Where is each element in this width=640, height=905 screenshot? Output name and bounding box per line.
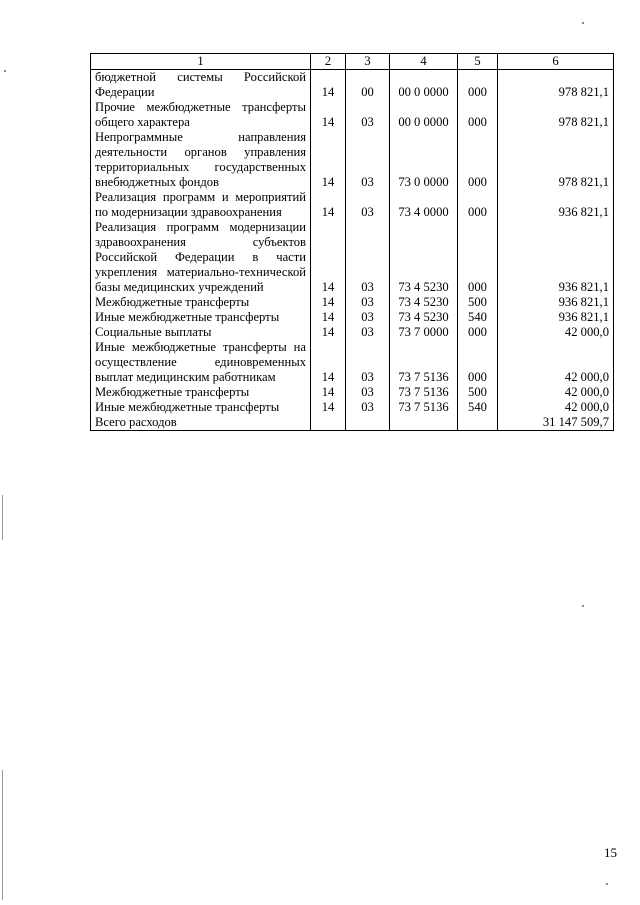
row-target-code: 73 7 5136 xyxy=(390,340,458,385)
row-name: Прочие межбюджетные трансферты общего характера xyxy=(91,100,311,130)
row-expense-type: 500 xyxy=(458,295,498,310)
row-expense-type: 000 xyxy=(458,100,498,130)
row-section: 14 xyxy=(311,400,346,415)
table-row xyxy=(91,220,614,295)
table-row xyxy=(91,100,614,130)
row-target-code: 73 4 5230 xyxy=(390,310,458,325)
row-subsection: 03 xyxy=(346,385,390,400)
budget-table xyxy=(90,53,614,431)
row-expense-type: 000 xyxy=(458,340,498,385)
scan-artifact-dot xyxy=(4,70,6,72)
row-target-code: 73 0 0000 xyxy=(390,130,458,190)
scan-artifact-dot xyxy=(582,605,584,607)
row-section: 14 xyxy=(311,190,346,220)
row-subsection: 03 xyxy=(346,220,390,295)
row-target-code: 73 4 0000 xyxy=(390,190,458,220)
row-expense-type: 540 xyxy=(458,310,498,325)
row-section: 14 xyxy=(311,130,346,190)
row-section: 14 xyxy=(311,340,346,385)
row-target-code: 00 0 0000 xyxy=(390,100,458,130)
table-header-row xyxy=(91,54,614,70)
table-row-total xyxy=(91,415,614,431)
header-col-2: 2 xyxy=(311,54,346,70)
row-subsection: 03 xyxy=(346,130,390,190)
row-expense-type: 000 xyxy=(458,325,498,340)
row-amount: 42 000,0 xyxy=(498,385,614,400)
row-subsection: 03 xyxy=(346,295,390,310)
row-subsection: 00 xyxy=(346,70,390,101)
row-section: 14 xyxy=(311,295,346,310)
row-target-code: 73 4 5230 xyxy=(390,220,458,295)
row-name: Иные межбюджетные трансферты xyxy=(91,310,311,325)
row-amount: 42 000,0 xyxy=(498,325,614,340)
row-expense-type xyxy=(458,415,498,431)
row-section: 14 xyxy=(311,220,346,295)
row-target-code: 73 7 0000 xyxy=(390,325,458,340)
row-amount: 936 821,1 xyxy=(498,310,614,325)
row-target-code: 73 7 5136 xyxy=(390,385,458,400)
header-col-6: 6 xyxy=(498,54,614,70)
table-row xyxy=(91,295,614,310)
row-amount: 978 821,1 xyxy=(498,100,614,130)
row-subsection: 03 xyxy=(346,190,390,220)
row-name: Социальные выплаты xyxy=(91,325,311,340)
row-amount: 936 821,1 xyxy=(498,295,614,310)
scan-artifact-line xyxy=(2,495,3,540)
row-section: 14 xyxy=(311,385,346,400)
table-row xyxy=(91,400,614,415)
row-section: 14 xyxy=(311,310,346,325)
row-subsection: 03 xyxy=(346,340,390,385)
table-row xyxy=(91,325,614,340)
page-number: 15 xyxy=(604,845,617,860)
table-row xyxy=(91,130,614,190)
row-expense-type: 000 xyxy=(458,130,498,190)
header-col-5: 5 xyxy=(458,54,498,70)
scan-artifact-dot xyxy=(582,22,584,24)
row-target-code: 73 7 5136 xyxy=(390,400,458,415)
table-row xyxy=(91,385,614,400)
table-row xyxy=(91,340,614,385)
row-name: бюджетной системы Российской Федерации xyxy=(91,70,311,101)
row-amount: 936 821,1 xyxy=(498,220,614,295)
header-col-4: 4 xyxy=(390,54,458,70)
row-name: Иные межбюджетные трансферты на осуществление единовременных выплат медицинским работникам xyxy=(91,340,311,385)
header-col-3: 3 xyxy=(346,54,390,70)
header-col-1: 1 xyxy=(91,54,311,70)
row-section: 14 xyxy=(311,325,346,340)
scan-artifact-line xyxy=(2,770,3,900)
row-amount: 42 000,0 xyxy=(498,400,614,415)
row-name: Всего расходов xyxy=(91,415,311,431)
table-row xyxy=(91,70,614,101)
row-subsection: 03 xyxy=(346,310,390,325)
row-name: Непрограммные направления деятельности органов управления территориальных государственных внебюджетных фондов xyxy=(91,130,311,190)
row-subsection: 03 xyxy=(346,400,390,415)
row-expense-type: 000 xyxy=(458,220,498,295)
row-amount: 978 821,1 xyxy=(498,70,614,101)
row-subsection xyxy=(346,415,390,431)
row-amount: 42 000,0 xyxy=(498,340,614,385)
row-expense-type: 000 xyxy=(458,190,498,220)
row-amount: 31 147 509,7 xyxy=(498,415,614,431)
row-expense-type: 000 xyxy=(458,70,498,101)
table-row xyxy=(91,310,614,325)
row-section: 14 xyxy=(311,100,346,130)
row-subsection: 03 xyxy=(346,325,390,340)
row-section xyxy=(311,415,346,431)
row-name: Реализация программ и мероприятий по модернизации здравоохранения xyxy=(91,190,311,220)
row-name: Межбюджетные трансферты xyxy=(91,295,311,310)
row-expense-type: 500 xyxy=(458,385,498,400)
row-section: 14 xyxy=(311,70,346,101)
row-subsection: 03 xyxy=(346,100,390,130)
row-name: Иные межбюджетные трансферты xyxy=(91,400,311,415)
row-target-code: 73 4 5230 xyxy=(390,295,458,310)
row-amount: 978 821,1 xyxy=(498,130,614,190)
table-row xyxy=(91,190,614,220)
row-amount: 936 821,1 xyxy=(498,190,614,220)
row-expense-type: 540 xyxy=(458,400,498,415)
scan-artifact-dot xyxy=(606,883,608,885)
row-target-code xyxy=(390,415,458,431)
row-target-code: 00 0 0000 xyxy=(390,70,458,101)
row-name: Межбюджетные трансферты xyxy=(91,385,311,400)
row-name: Реализация программ модернизации здравоохранения субъектов Российской Федерации в части укрепления материально-технической базы медицинских учреждений xyxy=(91,220,311,295)
